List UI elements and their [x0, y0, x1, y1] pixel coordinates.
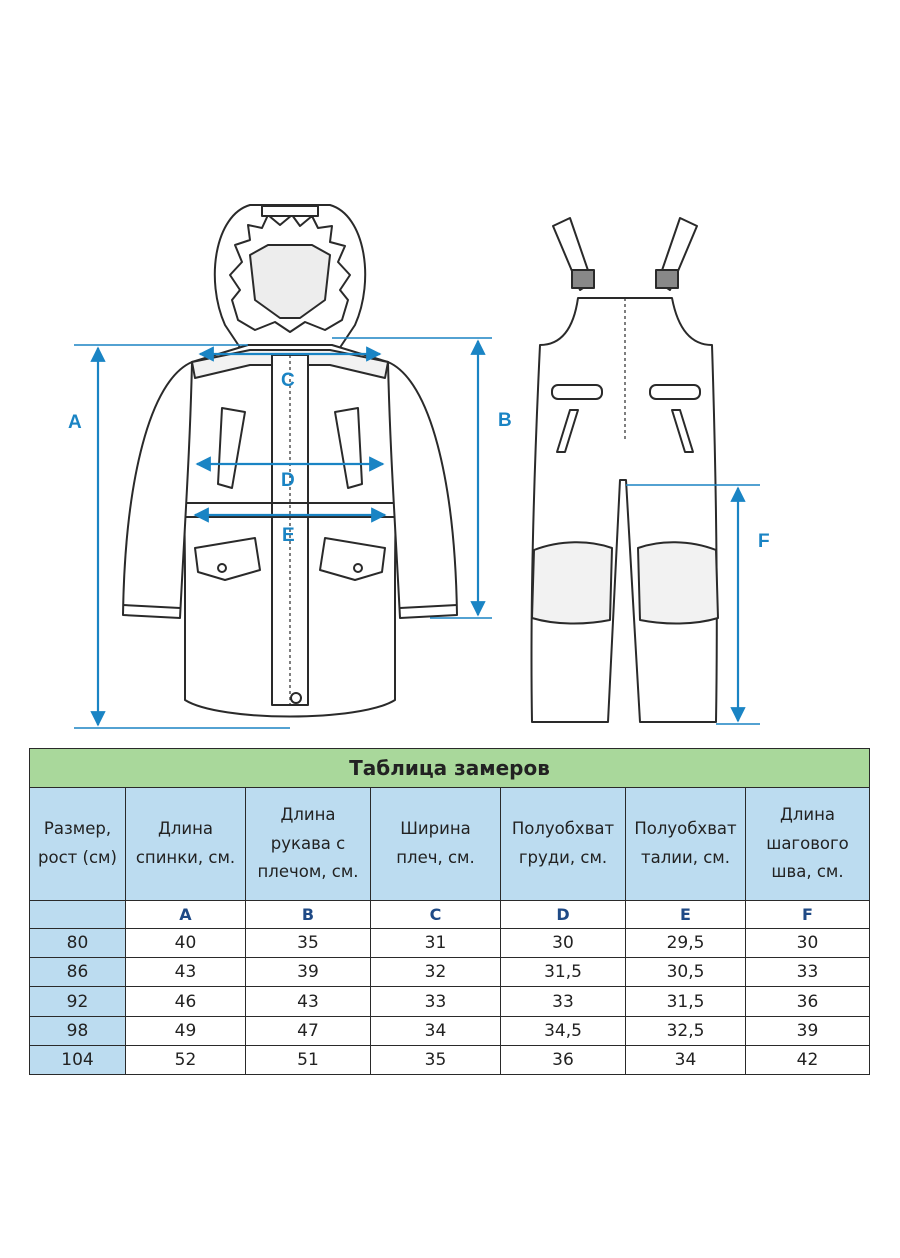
left-buckle	[572, 270, 594, 288]
table-cell: 36	[501, 1045, 626, 1074]
parka-snap-button	[291, 693, 301, 703]
table-cell: 36	[746, 987, 870, 1016]
column-header: Размер, рост (см)	[30, 788, 126, 901]
overalls-body	[531, 298, 716, 722]
table-header-row	[30, 788, 870, 901]
table-cell: 34	[371, 1016, 501, 1045]
table-body	[30, 901, 870, 1075]
size-cell: 104	[30, 1045, 126, 1074]
column-header: Полуобхват талии, см.	[626, 788, 746, 901]
table-cell: 30	[746, 929, 870, 958]
table-letter-row	[30, 901, 870, 929]
size-cell: 80	[30, 929, 126, 958]
column-header: Длина спинки, см.	[126, 788, 246, 901]
table-row	[30, 958, 870, 987]
overalls-side-pocket-right	[650, 385, 700, 399]
table-cell: 39	[746, 1016, 870, 1045]
table-cell: 42	[746, 1045, 870, 1074]
table-cell: 33	[501, 987, 626, 1016]
table-row	[30, 929, 870, 958]
size-cell: 98	[30, 1016, 126, 1045]
table-cell: 29,5	[626, 929, 746, 958]
measurement-letter: C	[371, 901, 501, 929]
table-cell: 35	[246, 929, 371, 958]
label-a: A	[68, 412, 82, 433]
table-cell: 51	[246, 1045, 371, 1074]
measurement-letter: E	[626, 901, 746, 929]
hood-drawstring-tab	[262, 206, 318, 216]
knee-pad-left	[532, 542, 612, 623]
table-cell: 33	[371, 987, 501, 1016]
table-cell: 46	[126, 987, 246, 1016]
label-f: F	[758, 531, 770, 552]
size-table	[29, 748, 870, 1075]
knee-pad-right	[638, 542, 718, 623]
table-cell: 31,5	[501, 958, 626, 987]
table-cell: 34	[626, 1045, 746, 1074]
column-header: Длина рукава с плечом, см.	[246, 788, 371, 901]
right-buckle	[656, 270, 678, 288]
table-cell: 32	[371, 958, 501, 987]
parka-drawing	[123, 205, 457, 717]
table-cell: 49	[126, 1016, 246, 1045]
table-row	[30, 1045, 870, 1074]
parka-left-sleeve	[123, 362, 192, 618]
column-header: Ширина плеч, см.	[371, 788, 501, 901]
table-cell: 43	[246, 987, 371, 1016]
label-e: E	[282, 525, 295, 546]
table-cell: 30,5	[626, 958, 746, 987]
table-cell: 43	[126, 958, 246, 987]
table-cell: 34,5	[501, 1016, 626, 1045]
overalls-side-pocket-left	[552, 385, 602, 399]
size-cell: 86	[30, 958, 126, 987]
table-cell: 31	[371, 929, 501, 958]
table-title: Таблица замеров	[30, 749, 870, 788]
table-cell: 39	[246, 958, 371, 987]
table-cell: 31,5	[626, 987, 746, 1016]
table-cell: 47	[246, 1016, 371, 1045]
label-d: D	[281, 470, 295, 491]
measurement-letter	[30, 901, 126, 929]
table-cell: 33	[746, 958, 870, 987]
measurement-letter: B	[246, 901, 371, 929]
overalls-drawing	[531, 218, 718, 722]
column-header: Длина шагового шва, см.	[746, 788, 870, 901]
table-cell: 52	[126, 1045, 246, 1074]
measurement-letter: F	[746, 901, 870, 929]
column-header: Полуобхват груди, см.	[501, 788, 626, 901]
measurement-letter: A	[126, 901, 246, 929]
label-b: B	[498, 410, 512, 431]
table-row	[30, 1016, 870, 1045]
table-row	[30, 987, 870, 1016]
size-cell: 92	[30, 987, 126, 1016]
table-cell: 32,5	[626, 1016, 746, 1045]
measurement-letter: D	[501, 901, 626, 929]
parka-right-sleeve	[388, 362, 457, 618]
table-cell: 30	[501, 929, 626, 958]
label-c: C	[281, 370, 295, 391]
table-cell: 40	[126, 929, 246, 958]
table-cell: 35	[371, 1045, 501, 1074]
